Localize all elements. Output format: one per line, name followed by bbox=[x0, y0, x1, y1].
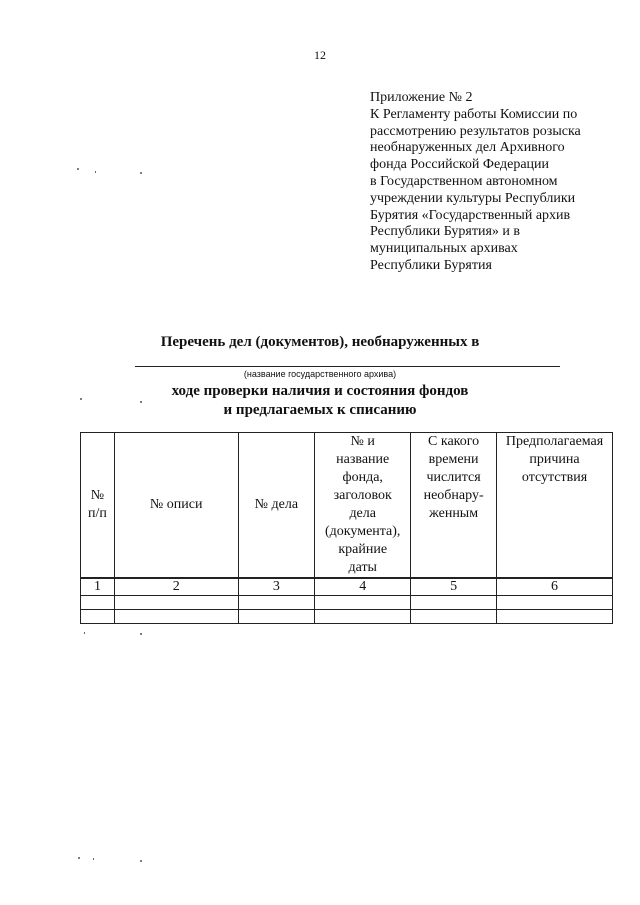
table-cell bbox=[114, 596, 238, 610]
header-probable-reason: Предполагаемая причина отсутствия bbox=[497, 433, 613, 579]
missing-cases-table bbox=[80, 432, 613, 624]
column-number-row bbox=[81, 578, 613, 596]
column-number: 3 bbox=[238, 578, 315, 596]
table-cell bbox=[497, 596, 613, 610]
column-number: 6 bbox=[497, 578, 613, 596]
appendix-line: К Регламенту работы Комиссии по bbox=[370, 106, 578, 122]
scan-speck bbox=[93, 858, 94, 860]
column-number: 4 bbox=[315, 578, 411, 596]
appendix-line: рассмотрению результатов розыска bbox=[370, 123, 581, 139]
table-cell bbox=[81, 596, 115, 610]
appendix-line: муниципальных архивах bbox=[370, 241, 518, 257]
header-index: № п/п bbox=[81, 433, 115, 579]
scan-speck bbox=[140, 401, 142, 403]
document-title: Перечень дел (документов), необнаруженных в bbox=[160, 334, 480, 350]
scan-speck bbox=[95, 171, 96, 173]
appendix-line: Бурятия «Государственный архив bbox=[370, 207, 571, 223]
scan-speck bbox=[80, 398, 82, 400]
column-number: 5 bbox=[411, 578, 497, 596]
table-cell bbox=[315, 610, 411, 624]
table-cell bbox=[497, 610, 613, 624]
page-number: 12 bbox=[314, 48, 326, 62]
appendix-line: необнаруженных дел Архивного bbox=[370, 140, 565, 156]
title-line: и предлагаемых к списанию bbox=[223, 402, 417, 418]
table-cell bbox=[411, 596, 497, 610]
table-cell bbox=[238, 596, 315, 610]
table-cell bbox=[238, 610, 315, 624]
column-number: 2 bbox=[114, 578, 238, 596]
appendix-line: Республики Бурятия bbox=[370, 257, 492, 273]
table-cell bbox=[315, 596, 411, 610]
header-missing-since: С какого времени числится необнару- женным bbox=[411, 433, 497, 579]
appendix-line: в Государственном автономном bbox=[370, 173, 558, 189]
archive-name-caption: (название государственного архива) bbox=[243, 369, 397, 379]
header-inventory-number: № описи bbox=[114, 433, 238, 579]
scan-speck bbox=[78, 857, 80, 859]
table-cell bbox=[114, 610, 238, 624]
table-header-row bbox=[81, 433, 613, 579]
header-fund-and-title: № и название фонда, заголовок дела (документа), крайние даты bbox=[315, 433, 411, 579]
scan-speck bbox=[140, 633, 142, 635]
scan-speck bbox=[77, 168, 79, 170]
header-case-number: № дела bbox=[238, 433, 315, 579]
table-cell bbox=[81, 610, 115, 624]
appendix-line: Приложение № 2 bbox=[370, 90, 473, 105]
table-cell bbox=[411, 610, 497, 624]
scan-speck bbox=[140, 172, 142, 174]
column-number: 1 bbox=[81, 578, 115, 596]
table-row bbox=[81, 596, 613, 610]
document-title-continuation bbox=[0, 382, 640, 420]
table-row bbox=[81, 610, 613, 624]
appendix-line: учреждении культуры Республики bbox=[370, 190, 576, 206]
title-line: ходе проверки наличия и состояния фондов bbox=[171, 383, 469, 399]
appendix-line: фонда Российской Федерации bbox=[370, 157, 550, 173]
appendix-note bbox=[370, 90, 620, 275]
archive-name-blank-line bbox=[135, 366, 560, 367]
scan-speck bbox=[84, 632, 85, 634]
scan-speck bbox=[140, 860, 142, 862]
appendix-line: Республики Бурятия» и в bbox=[370, 224, 521, 240]
